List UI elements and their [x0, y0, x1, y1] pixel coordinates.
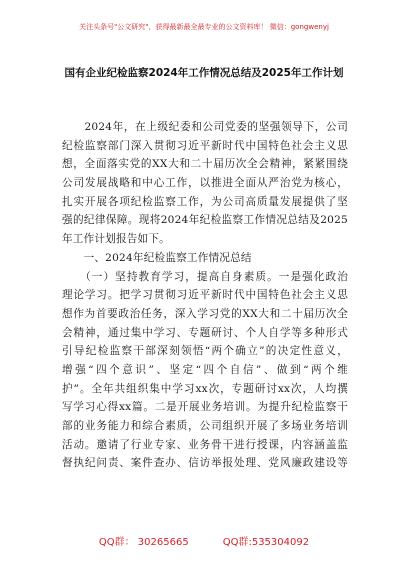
- body-line: 活动。邀请了行业专家、业务骨干进行授课，内容涵盖监: [62, 438, 348, 451]
- body-line: 扎实开展各项纪检监察工作，为公司高质量发展提供了坚: [62, 195, 348, 208]
- body-line: 想，全面落实党的XX大和二十届历次全会精神，紧紧围绕: [62, 158, 348, 171]
- body-line: 强的纪律保障。现将2024年纪检监察工作情况总结及2025: [62, 214, 348, 227]
- body-line: 理论学习。把学习贯彻习近平新时代中国特色社会主义思: [62, 289, 348, 302]
- body-line: 年工作计划报告如下。: [62, 233, 170, 246]
- body-line: 会精神，通过集中学习、专题研讨、个人自学等多种形式: [62, 326, 348, 339]
- body-line: 纪检监察部门深入贯彻习近平新时代中国特色社会主义思: [62, 139, 348, 152]
- body-line: （一）坚持教育学习，提高自身素质。一是强化政治: [62, 270, 348, 283]
- body-line: 护”。全年共组织集中学习xx次，专题研讨xx次，人均撰: [62, 382, 348, 395]
- document-title: 国有企业纪检监察2024年工作情况总结及2025年工作计划: [64, 67, 344, 79]
- document-body: [62, 118, 348, 473]
- body-line: 2024年，在上级纪委和公司党委的坚强领导下，公司: [62, 121, 348, 133]
- body-line: 想作为首要政治任务，深入学习党的XX大和二十届历次全: [62, 307, 348, 320]
- body-line: 公司发展战略和中心工作，以推进全面从严治党为核心，: [62, 177, 348, 190]
- body-line: 增强“四个意识”、坚定“四个自信”、做到“两个维: [62, 363, 348, 376]
- top-banner: 关注头条号"公文研究"，获得最新最全最专业的公文资料库！ 微信：gongwenyj: [79, 23, 329, 31]
- body-line: 写学习心得xx篇。二是开展业务培训。为提升纪检监察干: [62, 401, 348, 414]
- section-heading: 一、2024年纪检监察工作情况总结: [62, 251, 252, 264]
- footer-qq-group-2: QQ群:535304092: [222, 537, 310, 548]
- body-line: 引导纪检监察干部深刻领悟“两个确立”的决定性意义，: [62, 345, 348, 358]
- footer-contact: [0, 533, 408, 548]
- footer-qq-group-1: QQ群： 30265665: [98, 537, 189, 548]
- body-line: 部的业务能力和综合素质，公司组织开展了多场业务培训: [62, 420, 348, 432]
- body-line: 督执纪问责、案件查办、信访举报处理、党风廉政建设等: [62, 457, 348, 470]
